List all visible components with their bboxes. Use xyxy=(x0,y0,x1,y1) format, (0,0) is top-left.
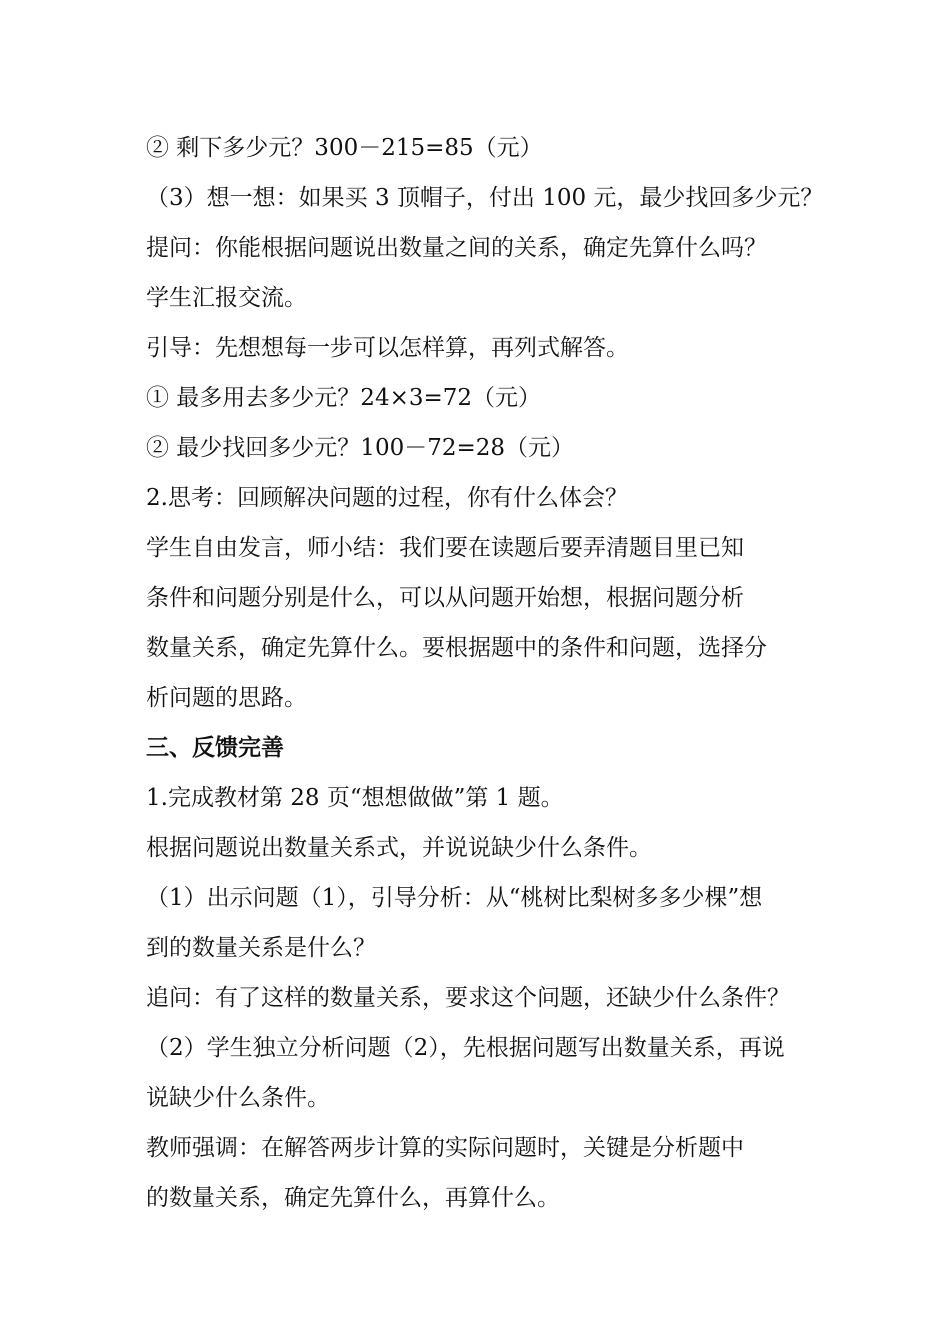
text-line: 析问题的思路。 xyxy=(146,685,307,711)
text-line: （3）想一想：如果买 3 顶帽子，付出 100 元，最少找回多少元？ xyxy=(146,185,824,211)
text-line: ② 最少找回多少元？100－72=28（元） xyxy=(146,435,575,461)
text-line: ① 最多用去多少元？24×3=72（元） xyxy=(146,385,542,411)
text-line: 到的数量关系是什么？ xyxy=(146,935,376,961)
text-line: （1）出示问题（1），引导分析：从“桃树比梨树多多少棵”想 xyxy=(146,885,763,911)
section-heading: 三、反馈完善 xyxy=(146,735,284,761)
text-line: 根据问题说出数量关系式，并说说缺少什么条件。 xyxy=(146,835,652,861)
text-line: 学生汇报交流。 xyxy=(146,285,307,311)
text-line: 说缺少什么条件。 xyxy=(146,1085,330,1111)
text-line: （2）学生独立分析问题（2），先根据问题写出数量关系，再说 xyxy=(146,1035,785,1061)
text-line: 数量关系，确定先算什么。要根据题中的条件和问题，选择分 xyxy=(146,635,767,661)
text-line: 1.完成教材第 28 页“想想做做”第 1 题。 xyxy=(146,785,564,811)
text-line: 条件和问题分别是什么，可以从问题开始想，根据问题分析 xyxy=(146,585,744,611)
text-line: 学生自由发言，师小结：我们要在读题后要弄清题目里已知 xyxy=(146,535,744,561)
text-line: 提问：你能根据问题说出数量之间的关系，确定先算什么吗？ xyxy=(146,235,767,261)
text-line: 2.思考：回顾解决问题的过程，你有什么体会？ xyxy=(146,485,628,511)
text-line: 引导：先想想每一步可以怎样算，再列式解答。 xyxy=(146,335,629,361)
text-line: 的数量关系，确定先算什么，再算什么。 xyxy=(146,1185,560,1211)
text-line: ② 剩下多少元？300－215=85（元） xyxy=(146,135,543,161)
text-line: 教师强调：在解答两步计算的实际问题时，关键是分析题中 xyxy=(146,1135,744,1161)
text-line: 追问：有了这样的数量关系，要求这个问题，还缺少什么条件？ xyxy=(146,985,790,1011)
